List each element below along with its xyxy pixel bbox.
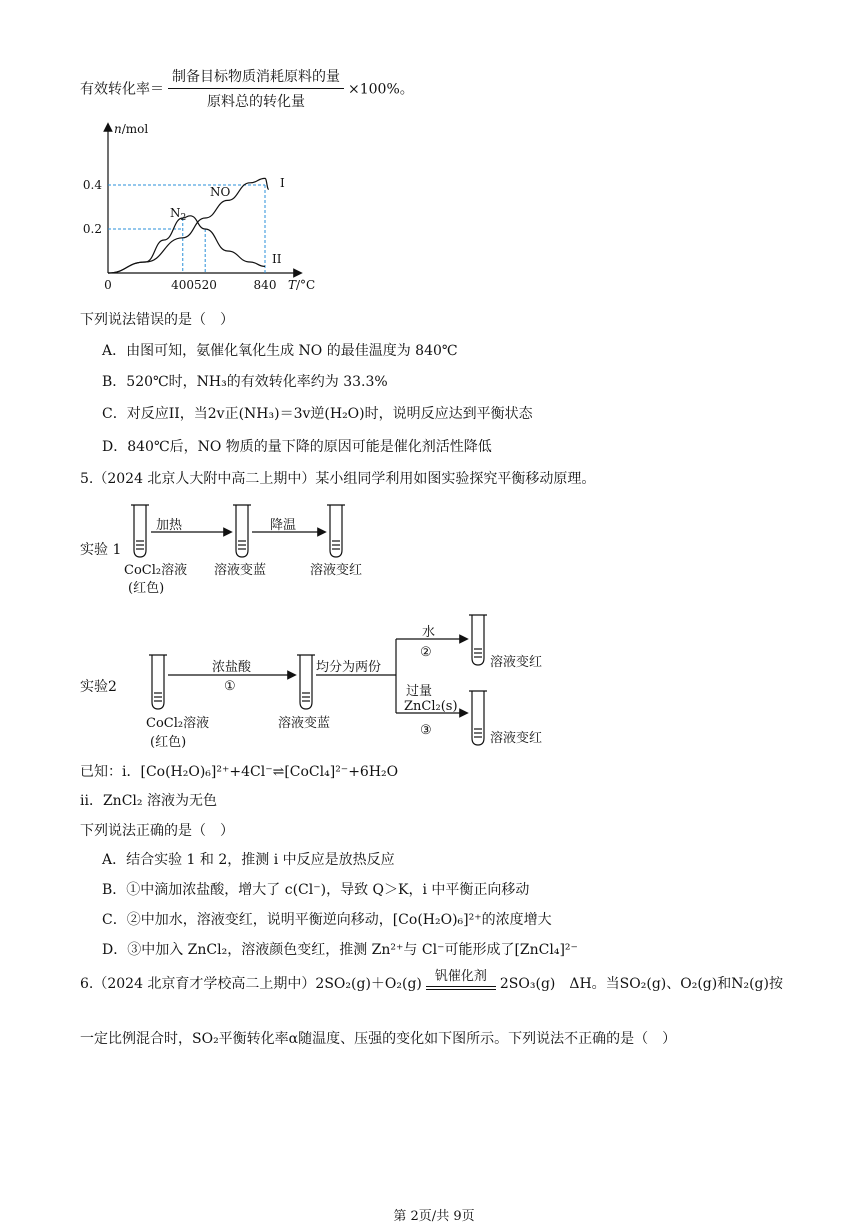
q5-title: 5.（2024 北京人大附中高二上期中）某小组同学利用如图实验探究平衡移动原理。	[80, 471, 596, 487]
exp1-tube-1	[131, 505, 149, 557]
series-no-curve	[108, 178, 269, 273]
curve-label-ii: II	[272, 252, 282, 266]
exp1-arrow2-label: 降温	[270, 518, 297, 533]
curve-label-i: I	[280, 176, 285, 190]
efficiency-formula	[80, 66, 414, 111]
q5-known-i: 已知：i．[Co(H₂O)₆]²⁺+4Cl⁻⇌[CoCl₄]²⁻+6H₂O	[80, 764, 399, 780]
equilibrium-arrow	[426, 986, 496, 990]
chart-guides	[108, 185, 265, 273]
exp2-arrow1-bottom: ①	[224, 679, 236, 694]
q6-catalyst: 钒催化剂	[434, 969, 487, 984]
exp1-label: 实验 1	[80, 542, 122, 558]
q5-option-b: B．①中滴加浓盐酸，增大了 c(Cl⁻)，导致 Q＞K，i 中平衡正向移动	[102, 882, 530, 898]
exp2-label: 实验2	[80, 679, 117, 695]
y-tick-0.2: 0.2	[82, 222, 102, 236]
exp2-tube-3	[469, 615, 487, 665]
exp2-tube-1	[149, 655, 167, 709]
q6-line1	[80, 969, 783, 994]
exp2-branch2-result: 溶液变红	[490, 731, 543, 746]
exp2-split-label: 均分为两份	[316, 660, 382, 675]
q5-option-d: D．③中加入 ZnCl₂，溶液颜色变红，推测 Zn²⁺与 Cl⁻可能形成了[ZnCl₄]²⁻	[102, 942, 578, 958]
q4-option-d: D．840℃后，NO 物质的量下降的原因可能是催化剂活性降低	[102, 439, 492, 455]
exp1-tube3-label: 溶液变红	[310, 563, 363, 578]
exp2-arrow1-top: 浓盐酸	[212, 660, 252, 675]
exp1-tube2-label: 溶液变蓝	[214, 563, 267, 578]
formula-fraction	[168, 66, 344, 111]
q4-option-c: C．对反应II，当2v正(NH₃)＝3v逆(H₂O)时，说明反应达到平衡状态	[102, 406, 533, 422]
exp1-arrow1-label: 加热	[156, 518, 183, 533]
origin-label: 0	[104, 278, 112, 292]
exp2-branch2-top1: 过量	[406, 684, 433, 699]
q6-catalyst-arrow	[426, 970, 496, 990]
x-axis-label: T/°C	[288, 278, 316, 292]
q6-part2: 2SO₃(g) ΔH。当SO₂(g)、O₂(g)和N₂(g)按	[499, 976, 783, 992]
q5-option-c: C．②中加水，溶液变红，说明平衡逆向移动，[Co(H₂O)₆]²⁺的浓度增大	[102, 912, 552, 928]
exp2-branch1-result: 溶液变红	[490, 655, 543, 670]
q4-stem: 下列说法错误的是（ ）	[80, 312, 234, 328]
exp2-branch1-bottom: ②	[420, 645, 432, 660]
y-axis-label: n/mol	[114, 122, 149, 136]
formula-tail: ×100%。	[348, 81, 414, 98]
series-n2-curve	[108, 216, 265, 273]
exp2-branch2-top2: ZnCl₂(s)	[404, 699, 458, 714]
exp2-branch2-bottom: ③	[420, 723, 432, 738]
exp2-tube2-label: 溶液变蓝	[278, 716, 331, 731]
page-footer: 第 2页/共 9页	[393, 1209, 475, 1224]
formula-numerator: 制备目标物质消耗原料的量	[168, 66, 344, 89]
q5-option-a: A．结合实验 1 和 2，推测 i 中反应是放热反应	[102, 852, 395, 868]
chart-series	[108, 178, 269, 273]
exp2-tube-2	[297, 655, 315, 709]
exp2-tube1-label-b: (红色)	[150, 735, 187, 750]
q5-known-ii: ii．ZnCl₂ 溶液为无色	[80, 793, 217, 809]
exp1-tube-3	[327, 505, 345, 557]
exp2-tube-4	[469, 691, 487, 745]
y-tick-0.4: 0.4	[82, 178, 102, 192]
q6-part1: 6.（2024 北京育才学校高二上期中）2SO₂(g)＋O₂(g)	[80, 976, 422, 992]
q4-option-b: B．520℃时，NH₃的有效转化率约为 33.3%	[102, 374, 388, 390]
x-tick-840: 840	[253, 278, 277, 292]
series-label-n2: $N_2$	[170, 206, 187, 223]
x-tick-400-520: 400520	[171, 278, 217, 292]
exp2-tube1-label-a: CoCl₂溶液	[146, 716, 210, 731]
exp1-tube-2	[233, 505, 251, 557]
exp1-tube1-label-b: (红色)	[128, 581, 165, 596]
exp1-tube1-label-a: CoCl₂溶液	[124, 563, 188, 578]
temperature-chart	[0, 115, 868, 415]
chart-labels	[83, 122, 315, 292]
series-label-no: NO	[210, 185, 231, 199]
q4-option-a: A．由图可知，氨催化氧化生成 NO 的最佳温度为 840℃	[102, 343, 458, 359]
q5-stem: 下列说法正确的是（ ）	[80, 823, 234, 839]
q6-line2: 一定比例混合时，SO₂平衡转化率α随温度、压强的变化如下图所示。下列说法不正确的是（ ）	[80, 1031, 677, 1047]
formula-lhs: 有效转化率＝	[80, 81, 164, 98]
exp2-branch1-top: 水	[422, 625, 436, 640]
formula-denominator: 原料总的转化量	[207, 94, 305, 110]
